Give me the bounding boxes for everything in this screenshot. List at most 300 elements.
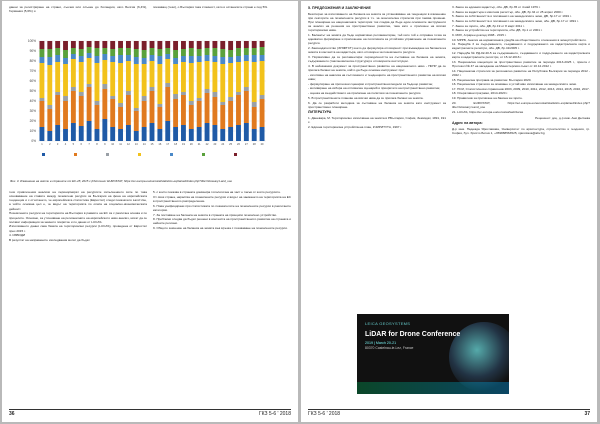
x-tick-label: 23 — [213, 143, 217, 146]
y-tick-label: 50% — [29, 89, 36, 93]
section-heading: 5. ПРЕДЛОЖЕНИЯ И ЗАКЛЮЧЕНИЕ — [308, 6, 371, 10]
left-intro — [9, 5, 291, 14]
paragraph: В резултат на направените изследвания могат да бъдат — [9, 238, 90, 243]
bar-segment — [244, 91, 249, 123]
ad-title: LiDAR for Drone Conference — [365, 331, 461, 338]
bar-segment — [181, 95, 186, 125]
bar-segment — [165, 87, 170, 121]
bar-segment — [212, 62, 217, 92]
bar-segment — [79, 41, 84, 49]
right-col2 — [452, 5, 590, 135]
left-footer — [9, 409, 291, 418]
left-lower-col1 — [9, 190, 147, 243]
paragraph: 6. Нова унифицирани при статистиката по показателите на поземлените ресурси в различните категории. — [153, 203, 291, 212]
land-use-chart — [16, 37, 270, 171]
bar-segment — [95, 48, 100, 56]
bar-segment — [173, 64, 178, 94]
bar-segment — [173, 50, 178, 58]
bar-segment — [110, 96, 115, 99]
bar-segment — [118, 63, 123, 103]
paragraph: 18. Оперативни програми, 2014-2020 г. — [452, 91, 508, 96]
bar-segment — [260, 127, 265, 141]
bar-segment — [110, 49, 115, 56]
x-tick-label: 14 — [142, 143, 146, 146]
bar-segment — [142, 50, 147, 58]
bar-segment — [236, 48, 241, 56]
x-tick-label: 17 — [166, 143, 170, 146]
bar-segment — [79, 56, 84, 62]
bar-segment — [87, 121, 92, 141]
bar-segment — [260, 55, 265, 61]
x-tick-label: 29 — [260, 143, 264, 146]
paragraph: 8. Проблеми следва да бъдат решени в контекста на пространственото развитие на страната и нейните региони. — [153, 217, 291, 226]
bar-segment — [63, 101, 68, 129]
bar-segment — [228, 127, 233, 141]
bar-segment — [236, 95, 241, 125]
bar-segment — [220, 105, 225, 129]
bar-segment — [189, 105, 194, 129]
author-heading: Адрес на автора: — [452, 120, 483, 125]
bar-segment — [47, 41, 52, 49]
bar-segment — [134, 111, 139, 131]
bar-segment — [79, 92, 84, 96]
bar-segment — [102, 41, 107, 48]
bar-segment — [55, 55, 60, 62]
bar-segment — [173, 94, 178, 99]
left-intro-col1 — [9, 5, 147, 14]
bar-segment — [55, 95, 60, 125]
bar-segment — [150, 55, 155, 61]
bar-segment — [165, 83, 170, 87]
bar-segment — [142, 58, 147, 64]
bar-segment — [212, 56, 217, 62]
bar-segment — [55, 62, 60, 92]
paragraph: 14. Национална стратегия за регионално развитие на Република България за периода 2012 - 2022 г. — [452, 68, 590, 77]
lidar-conference-ad[interactable] — [357, 314, 509, 394]
bar-segment — [142, 127, 147, 141]
paragraph: 1. Балансът на земята да бъде нормативно регламентиран, тъй като той е отправна точка за адекватно формиране и приложение на политиката за устойчиво управление на поземлените ресурси. — [308, 33, 446, 46]
bar-segment — [165, 121, 170, 141]
bar-segment — [87, 84, 92, 87]
paragraph: 5. В пространствените планове на всички нива да се прилага баланс на земята. — [308, 95, 424, 100]
bar-segment — [181, 125, 186, 141]
bar-segment — [126, 55, 131, 61]
paragraph: - мотивиране на избора на оптимален сценарий и приоритети на пространствено развитие; — [308, 86, 441, 91]
bar-segment — [47, 109, 52, 131]
bar-segment — [87, 53, 92, 58]
bar-segment — [244, 41, 249, 48]
bar-segment — [252, 55, 257, 62]
bar-segment — [197, 127, 202, 141]
bar-segment — [71, 91, 76, 123]
bar-segment — [55, 92, 60, 95]
paragraph: 10. МРРБ, Анализ на нормативната уредба на обществените отношения в земеустройството. — [452, 37, 587, 42]
bar-segment — [39, 101, 44, 127]
bar-segment — [39, 41, 44, 49]
bar-segment — [212, 97, 217, 125]
bar-segment — [189, 56, 194, 63]
figure-caption: Фиг. 3. Изменение на имоти в страните от ЕС-28, 2015 г (Източник: EUROSTAT, https://ec.europa.eu/eurostat/statistics-explained/index.php?title=Glossary:Land_use — [10, 179, 232, 183]
x-tick-label: 20 — [189, 143, 193, 146]
bar-segment — [134, 131, 139, 141]
bar-segment — [118, 107, 123, 129]
bar-segment — [157, 56, 162, 64]
chart-bars — [39, 41, 264, 141]
bar-segment — [102, 89, 107, 119]
paragraph: 11. Наредба 3 за съдържанието, създаването и поддържането на кадастралната карта и кадастралните регистри, обн. ДВ, бр.41/2005 г. — [452, 42, 590, 51]
bar-segment — [134, 64, 139, 108]
bar-segment — [71, 54, 76, 59]
bar-segment — [47, 105, 52, 109]
y-tick-label: 80% — [29, 59, 36, 63]
bar-segment — [118, 41, 123, 48]
bar-segment — [95, 41, 100, 48]
bar-segment — [244, 48, 249, 55]
references-list — [452, 5, 590, 114]
paragraph: 21. LUCAS, https://ec.europa.eu/eurostat/web/lucas — [452, 109, 524, 114]
y-tick-label: 60% — [29, 79, 36, 83]
bar-segment — [212, 92, 217, 97]
bar-segment — [63, 50, 68, 58]
legend-swatch — [234, 153, 237, 156]
left-page — [2, 1, 298, 422]
y-tick-labels — [28, 39, 36, 143]
bar-segment — [71, 123, 76, 141]
ad-brand: LEICA GEOSYSTEMS — [365, 321, 411, 326]
x-tick-label: 15 — [150, 143, 154, 146]
paragraph: 4. ИЗВОДИ — [9, 233, 26, 238]
bar-segment — [110, 127, 115, 141]
paragraph: 3. Закон за единния кадастър, обн. ДВ, бр.35 от 4 май 1979 г. — [452, 5, 541, 9]
bar-segment — [134, 57, 139, 64]
bar-segment — [165, 59, 170, 83]
bar-segment — [252, 107, 257, 129]
legend-swatch — [202, 153, 205, 156]
bar-segment — [79, 126, 84, 141]
bar-segment — [252, 41, 257, 48]
bar-segment — [39, 49, 44, 57]
x-tick-label: 10 — [111, 143, 115, 146]
bar-segment — [197, 62, 202, 98]
paragraph: 5. с които показва в страната доминира топологична на част е такъв от които ресурсите. — [153, 190, 281, 194]
journal-issue: ГКЗ 5-6 ' 2018 — [258, 411, 291, 417]
paragraph: 9. Общото значение на баланса на земята във връзка с позоваване на поземлените ресурси. — [153, 226, 288, 231]
bar-segment — [189, 101, 194, 105]
bar-segment — [244, 87, 249, 91]
bar-segment — [228, 57, 233, 63]
bar-segment — [228, 97, 233, 101]
bar-segment — [142, 41, 147, 50]
bar-segment — [150, 91, 155, 123]
x-tick-label: 28 — [252, 143, 256, 146]
bar-segment — [47, 49, 52, 57]
x-tick-label: 24 — [221, 143, 225, 146]
bar-segment — [47, 65, 52, 105]
bar-segment — [126, 125, 131, 141]
bar-segment — [47, 131, 52, 141]
bar-segment — [150, 41, 155, 48]
bar-segment — [63, 58, 68, 64]
paragraph: 15. Национална програма за развитие: България 2020. — [452, 77, 532, 82]
right-columns — [308, 5, 590, 135]
x-tick-label: 2 — [49, 143, 51, 146]
bar-segment — [157, 41, 162, 49]
bar-segment — [220, 64, 225, 102]
bar-segment — [157, 64, 162, 104]
magazine-spread — [2, 1, 598, 422]
x-tick-label: 6 — [80, 143, 82, 146]
paragraph: 7. За поставяне на баланса на земята в страната на принципи поземлено устройство. — [153, 212, 278, 217]
paragraph: - формулиране на прогнозни сценарии и пространствени модели за бъдещо развитие; — [308, 81, 434, 86]
paragraph: Поземлените ресурси на територията на България в рамките на ЕС са с различна основа и по процесите. Основно, за уточняване на регионалните на европейското ниво анализ, могат да се ползват информация за земното покритие и по данни от LUCAS. — [9, 211, 147, 224]
paragraph: Безспорно за използването на баланса на земята за установяване на тенденции в изменение при секторите на поземлените ресурси в т.ч. за окончателна стратегия при такива промени. При планиране на националната територия тоя следва да бъде един основните инструменти за анализ на решения на пространствено развитие, така като е приложен на всички териториални нива. — [308, 11, 446, 33]
bar-segment — [126, 91, 131, 95]
bar-segment — [39, 57, 44, 63]
bar-segment — [165, 41, 170, 48]
bar-segment — [205, 93, 210, 123]
bar-segment — [236, 92, 241, 95]
bar-segment — [134, 108, 139, 111]
y-tick-label: 30% — [29, 109, 36, 113]
bar-segment — [165, 48, 170, 54]
legend-swatch — [106, 153, 109, 156]
bar-segment — [173, 41, 178, 50]
paragraph: 19. Правилник за прилагане на Закона за горите. — [452, 96, 523, 101]
bar-segment — [173, 99, 178, 127]
bar-segment — [47, 57, 52, 65]
bar-segment — [126, 41, 131, 48]
x-tick-label: 26 — [237, 143, 240, 146]
paragraph: 3. Нормативно да се регламентира: периодичността на съставяне на баланса на земята, съдържанието (таксономическа структура) и отговорните институции. — [308, 55, 446, 64]
literature-heading: ЛИТЕРАТУРА — [308, 110, 332, 115]
bar-segment — [197, 41, 202, 49]
bar-segment — [236, 41, 241, 48]
bar-segment — [173, 127, 178, 141]
paragraph: 1. Даневара, М. Териториално използване на земята в РБългария, София, Земиздат, 1991, 191 с. — [308, 115, 446, 124]
bar-segment — [165, 54, 170, 59]
legend-swatch — [74, 153, 77, 156]
bar-segment — [260, 47, 265, 55]
bar-segment — [150, 123, 155, 141]
bar-segment — [228, 50, 233, 57]
x-tick-label: 27 — [244, 143, 248, 146]
bar-segment — [134, 41, 139, 49]
paragraph: 4. Закон за кадастъра и имотния регистър, обн. ДВ, бр.34 от 25 април 2000 г. — [452, 9, 564, 14]
bar-segment — [110, 99, 115, 127]
paragraph: 6. Да се разработи методика за съставяне на баланса на земята като инструмент за пространствено планиране. — [308, 100, 446, 109]
bar-segment — [39, 98, 44, 101]
y-tick-label: 90% — [29, 49, 36, 53]
bar-segment — [228, 63, 233, 97]
paragraph: 4. В най-важния документ за пространствено развитие на националното ниво - НКПР да се прилага баланс на земята, който да бъде основен инструмент при: — [308, 63, 446, 73]
bar-segment — [102, 84, 107, 89]
bar-segment — [87, 47, 92, 53]
bar-segment — [71, 87, 76, 91]
bar-segment — [212, 41, 217, 48]
bar-segment — [63, 96, 68, 101]
left-lower — [9, 190, 291, 243]
bar-segment — [205, 55, 210, 61]
bar-segment — [63, 129, 68, 141]
x-tick-label: 11 — [119, 143, 122, 146]
paragraph: 7. Закон за горите, обн. ДВ, бр.19 от 8 март 2011 г. — [452, 23, 525, 28]
bar-segment — [63, 64, 68, 96]
bar-segment — [220, 49, 225, 57]
bar-segment — [71, 41, 76, 48]
paragraph: Използването данни сака базата на териториални ресурси (LUCAS), проведена от Евростат през 2015 г. — [9, 224, 147, 233]
bar-segment — [212, 48, 217, 56]
y-tick-label: 0% — [31, 139, 36, 143]
paragraph: 16. Национална стратегия за опазване и устойчиво използване на земеделските земи. — [452, 82, 577, 87]
bar-segment — [71, 48, 76, 54]
bar-segment — [150, 48, 155, 55]
paragraph: 13. Национална концепция за пространствено развитие за периода 2013-2025 г., приета с Протокол № 47 на заседание на Министерския съвет от 10.12.2012 г. — [452, 59, 590, 69]
bar-segment — [102, 48, 107, 54]
x-tick-label: 4 — [64, 143, 67, 146]
page-number: 36 — [9, 411, 15, 417]
bar-segment — [189, 63, 194, 101]
x-tick-label: 18 — [174, 143, 178, 146]
bar-segment — [205, 61, 210, 89]
right-page — [301, 1, 597, 422]
bar-segment — [134, 49, 139, 57]
bar-segment — [228, 41, 233, 50]
bar-segment — [126, 95, 131, 125]
bar-segment — [118, 103, 123, 107]
x-tick-label: 5 — [72, 143, 75, 146]
ad-stripe — [357, 382, 509, 394]
bar-segment — [181, 62, 186, 92]
reviewer-line: Рецензент: доц. д-р инж. Ани Делчева — [535, 115, 590, 120]
bar-segment — [252, 62, 257, 102]
bar-segment — [39, 127, 44, 141]
y-tick-label: 70% — [29, 69, 36, 73]
x-tick-label: 7 — [88, 143, 90, 146]
bar-segment — [126, 61, 131, 91]
bar-segment — [220, 129, 225, 141]
bar-segment — [87, 87, 92, 121]
bar-segment — [95, 56, 100, 63]
left-lower-col2 — [153, 190, 291, 243]
bar-segment — [260, 99, 265, 127]
bar-segment — [157, 107, 162, 129]
bar-segment — [260, 41, 265, 47]
bar-segment — [197, 56, 202, 62]
bar-segment — [228, 101, 233, 127]
paragraph: тези привлечения анализи на леринормират на ресурсите изпълнението вите по това основавание на ставите между поземлени ресурси за България на фона на европейската тенденция и с отчитането, че европейската статистика (Евростат) следи показателя Land Use, а чийто основна цел е, че видът на територията по описа на социално-икономическата дейност. — [9, 190, 147, 211]
bar-segment — [150, 61, 155, 87]
x-tick-label: 1 — [41, 143, 43, 146]
bar-segment — [79, 62, 84, 92]
bar-segment — [87, 41, 92, 47]
bar-segment — [102, 119, 107, 141]
y-tick-label: 10% — [29, 129, 36, 133]
paragraph: 9. МЗХ, Аграрен доклад 1998 - 2015 г. — [452, 32, 507, 37]
x-tick-label: 21 — [197, 143, 201, 146]
paragraph: 8. Закон за устройство на територията, обн. ДВ, бр.1 от 2001 г. — [452, 28, 543, 33]
bar-segment — [95, 105, 100, 129]
bar-segment — [244, 123, 249, 141]
bar-segment — [189, 48, 194, 56]
bar-segment — [150, 87, 155, 91]
bar-segment — [157, 104, 162, 107]
paragraph: 6. Закон за собствеността и ползването на земеделските земи, обн. ДВ, бр.17 от 1991 г. — [452, 18, 579, 23]
bar-segment — [212, 125, 217, 141]
bar-segment — [55, 125, 60, 141]
x-tick-labels — [41, 142, 264, 146]
bar-segment — [95, 129, 100, 141]
bar-segment — [157, 129, 162, 141]
y-tick-label: 20% — [29, 119, 36, 123]
bar-segment — [142, 96, 147, 101]
bar-segment — [157, 49, 162, 56]
journal-issue: ГКЗ 5-6 ' 2018 — [308, 411, 341, 417]
bar-segment — [220, 41, 225, 49]
paragraph: показващ (тези), о България така стомност, като и останалите страни е под 5%. — [153, 5, 268, 9]
ad-address: 80370 Castelnau-le-Lez, France — [365, 346, 414, 350]
bar-segment — [79, 49, 84, 56]
bar-segment — [189, 41, 194, 48]
bar-segment — [142, 101, 147, 127]
bar-segment — [95, 63, 100, 101]
bar-segment — [95, 101, 100, 105]
x-tick-label: 3 — [56, 143, 59, 146]
bar-segment — [181, 92, 186, 95]
bar-segment — [181, 56, 186, 62]
bar-segment — [102, 60, 107, 84]
bar-segment — [142, 64, 147, 96]
paragraph: 20. EUROSTAT, https://ec.europa.eu/eurostat/statistics-explained/index.php?title=Glossary:Land_use — [452, 100, 590, 109]
left-intro-col2 — [153, 5, 291, 14]
bar-segment — [102, 54, 107, 60]
bar-segment — [244, 55, 249, 61]
x-tick-label: 22 — [205, 143, 209, 146]
bar-segment — [252, 102, 257, 107]
bar-segment — [126, 48, 131, 55]
conclusions-text — [308, 12, 446, 109]
paragraph: - оценка на въздействието на прилагане на политики за поземлените ресурси. — [308, 91, 422, 96]
legend-swatch — [138, 153, 141, 156]
literature-list — [308, 116, 446, 129]
paragraph: 2. Единна териториална устройствена план, КЧИРИТУТА, 1997 г. — [308, 124, 402, 129]
bar-segment — [173, 58, 178, 64]
chart-legend — [42, 153, 237, 156]
bar-segment — [110, 62, 115, 96]
bar-segment — [236, 56, 241, 62]
bar-segment — [197, 101, 202, 127]
bar-segment — [197, 49, 202, 56]
bar-segment — [197, 98, 202, 101]
bar-segment — [55, 41, 60, 48]
x-tick-label: 8 — [96, 143, 98, 146]
bar-segment — [181, 49, 186, 56]
author-address: Д-р инж. Надежда Ярославова, Университет по архитектура, строителство и геодезия, гр. София, бул. Христо Ботев 1, +359888563525, njaroslava@abv.bg — [452, 126, 590, 135]
y-tick-label: 40% — [29, 99, 36, 103]
bar-segment — [118, 48, 123, 55]
bar-segment — [118, 129, 123, 141]
legend-swatch — [42, 153, 45, 156]
bar-segment — [205, 89, 210, 93]
paragraph: - изготвяне на анализа на състоянието и тенденциите на пространственото развитие на всички нива; — [308, 72, 446, 81]
bar-segment — [236, 125, 241, 141]
bar-segment — [71, 59, 76, 87]
bar-segment — [87, 58, 92, 84]
ad-date: 2019 | March 20-21 — [365, 341, 397, 345]
bar-segment — [252, 129, 257, 141]
x-tick-label: 25 — [229, 143, 233, 146]
bar-segment — [252, 48, 257, 55]
bar-segment — [205, 41, 210, 48]
